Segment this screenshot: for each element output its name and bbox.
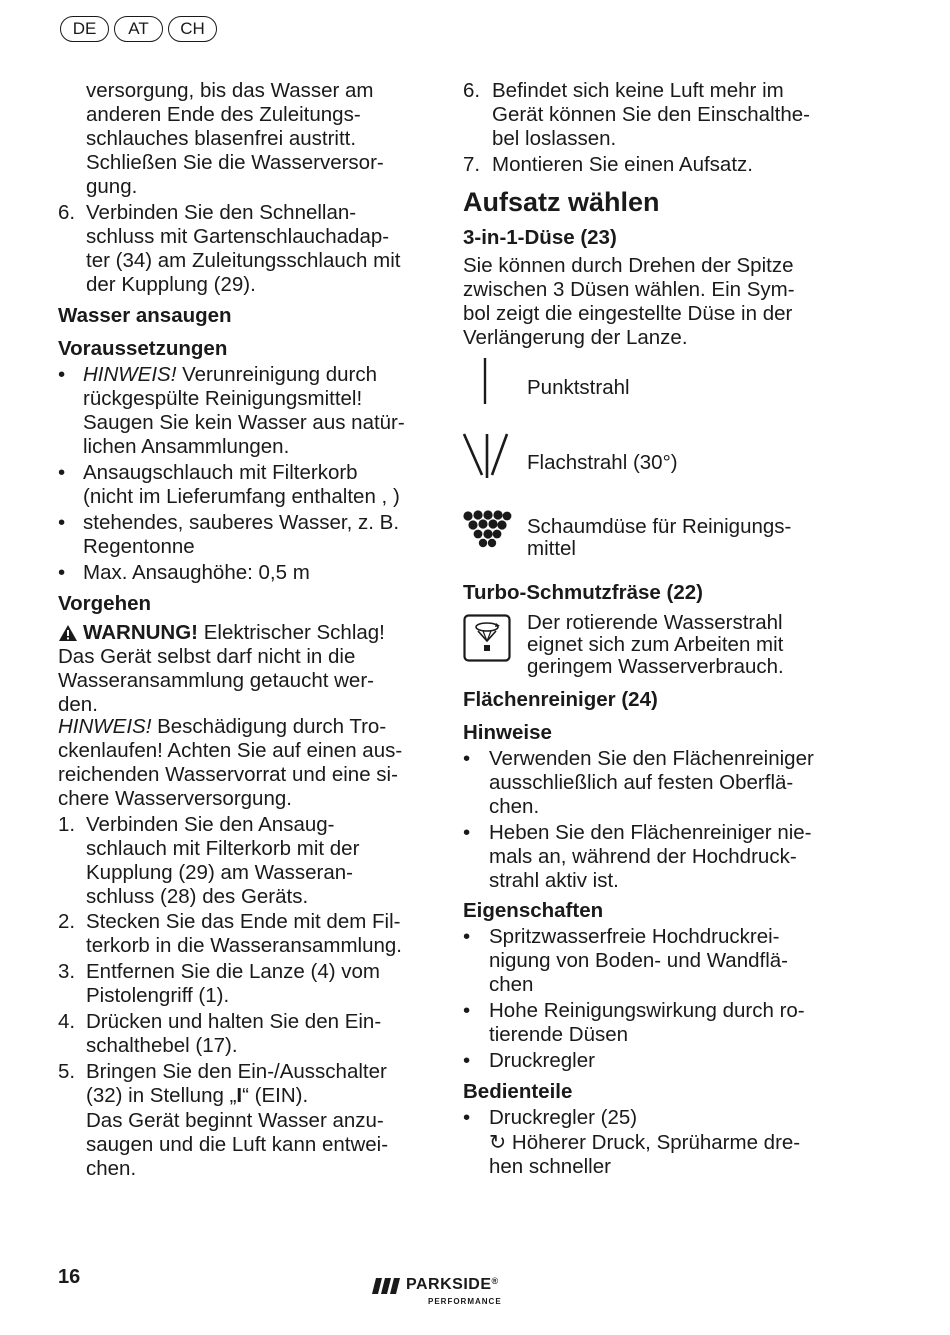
text-line: stehendes, sauberes Wasser, z. B. (83, 511, 400, 534)
country-badge-de: DE (60, 16, 109, 42)
step-number: 6. (58, 201, 76, 224)
text-line: versorgung, bis das Wasser am (86, 79, 374, 102)
text-line: gung. (86, 175, 138, 198)
text-line: chen (489, 973, 534, 996)
text-line: Schaumdüse für Reinigungs- (527, 515, 792, 538)
bullet-dot: • (58, 363, 66, 386)
section-heading: Flächenreiniger (24) (463, 688, 658, 711)
point-jet-icon (478, 356, 492, 411)
text-line: der Kupplung (29). (86, 273, 256, 296)
text-line: Verbinden Sie den Schnellan- (86, 201, 357, 224)
section-heading: Turbo-Schmutzfräse (22) (463, 581, 703, 604)
text-line: strahl aktiv ist. (489, 869, 619, 892)
text-line: hen schneller (489, 1155, 611, 1178)
text-line: Wasseransammlung getaucht wer- (58, 669, 374, 692)
bullet-dot: • (58, 511, 66, 534)
text-line: Das Gerät beginnt Wasser anzu- (86, 1109, 384, 1132)
bullet-dot: • (463, 1106, 471, 1129)
text-line: Pistolengriff (1). (86, 984, 230, 1007)
text-line: ausschließlich auf festen Oberflä- (489, 771, 794, 794)
text-line: chen. (489, 795, 540, 818)
country-badge-at: AT (114, 16, 163, 42)
text-line: Gerät können Sie den Einschalthe- (492, 103, 810, 126)
text-line: den. (58, 693, 98, 716)
text-line: rückgespülte Reinigungsmittel! (83, 387, 363, 410)
warning-triangle-icon (58, 624, 78, 647)
step-number: 3. (58, 960, 76, 983)
logo-stripes-icon (372, 1278, 402, 1294)
text-line: Spritzwasserfreie Hochdruckrei- (489, 925, 780, 948)
text-line: Punktstrahl (527, 376, 630, 399)
bullet-dot: • (463, 821, 471, 844)
text-line: mals an, während der Hochdruck- (489, 845, 797, 868)
text-line: schalthebel (17). (86, 1034, 238, 1057)
text-line: anderen Ende des Zuleitungs- (86, 103, 361, 126)
hinweis-label: HINWEIS! (58, 715, 152, 738)
text-line: HINWEIS! Verunreinigung durch (83, 363, 377, 386)
text-line: Bringen Sie den Ein-/Ausschalter (86, 1060, 387, 1083)
bullet-dot: • (463, 925, 471, 948)
text-line: nigung von Boden- und Wandflä- (489, 949, 788, 972)
step-number: 2. (58, 910, 76, 933)
section-heading: Hinweise (463, 721, 552, 744)
text-line: Befindet sich keine Luft mehr im (492, 79, 784, 102)
text-line: Max. Ansaughöhe: 0,5 m (83, 561, 310, 584)
text-line: mittel (527, 537, 576, 560)
text-line: (32) in Stellung „I“ (EIN). (86, 1084, 309, 1107)
text-line: terkorb in die Wasseransammlung. (86, 934, 402, 957)
text-line: Saugen Sie kein Wasser aus natür- (83, 411, 405, 434)
step-number: 4. (58, 1010, 76, 1033)
text-line: HINWEIS! Beschädigung durch Tro- (58, 715, 387, 738)
section-heading: Bedienteile (463, 1080, 573, 1103)
rotate-clockwise-icon: ↻ (489, 1131, 507, 1154)
text-line: Druckregler (489, 1049, 595, 1072)
text-line: Ansaugschlauch mit Filterkorb (83, 461, 358, 484)
text-line: ckenlaufen! Achten Sie auf einen aus- (58, 739, 403, 762)
text-line: lichen Ansammlungen. (83, 435, 290, 458)
parkside-logo (372, 1275, 522, 1309)
text-line: zwischen 3 Düsen wählen. Ein Sym- (463, 278, 795, 301)
text-line: Regentonne (83, 535, 195, 558)
text-line: WARNUNG! Elektrischer Schlag! (83, 621, 385, 644)
step-number: 7. (463, 153, 481, 176)
text-line: ter (34) am Zuleitungsschlauch mit (86, 249, 401, 272)
text-line: Montieren Sie einen Aufsatz. (492, 153, 753, 176)
text-line: Hohe Reinigungswirkung durch ro- (489, 999, 805, 1022)
text-line: schlauch mit Filterkorb mit der (86, 837, 360, 860)
section-heading: Wasser ansaugen (58, 304, 232, 327)
flat-jet-icon (462, 430, 512, 485)
hinweis-label: HINWEIS! (83, 363, 177, 386)
country-badge-ch: CH (168, 16, 217, 42)
text-line: chen. (86, 1157, 137, 1180)
text-line: Druckregler (25) (489, 1106, 638, 1129)
step-number: 5. (58, 1060, 76, 1083)
text-line: Heben Sie den Flächenreiniger nie- (489, 821, 812, 844)
text-line: Entfernen Sie die Lanze (4) vom (86, 960, 380, 983)
text-line: chere Wasserversorgung. (58, 787, 292, 810)
text-line: Verlängerung der Lanze. (463, 326, 688, 349)
text-line: schlauches blasenfrei austritt. (86, 127, 357, 150)
section-heading: 3-in-1-Düse (23) (463, 226, 617, 249)
brand-name: PARKSIDE® (406, 1276, 499, 1293)
text-line: eignet sich zum Arbeiten mit (527, 633, 784, 656)
text-line: (nicht im Lieferumfang enthalten , ) (83, 485, 400, 508)
section-title: Aufsatz wählen (463, 187, 660, 217)
section-heading: Voraussetzungen (58, 337, 228, 360)
text-line: Stecken Sie das Ende mit dem Fil- (86, 910, 401, 933)
text-line: bel loslassen. (492, 127, 617, 150)
text-line: bol zeigt die eingestellte Düse in der (463, 302, 793, 325)
bullet-dot: • (463, 999, 471, 1022)
bullet-dot: • (463, 747, 471, 770)
page-number: 16 (58, 1266, 81, 1288)
text-line: reichenden Wasservorrat und eine si- (58, 763, 398, 786)
text-line: Verbinden Sie den Ansaug- (86, 813, 335, 836)
text-line: saugen und die Luft kann entwei- (86, 1133, 389, 1156)
foam-nozzle-icon (462, 510, 512, 557)
text-line: geringem Wasserverbrauch. (527, 655, 784, 678)
section-heading: Vorgehen (58, 592, 152, 615)
text-line: Sie können durch Drehen der Spitze (463, 254, 794, 277)
sub-brand: PERFORMANCE (428, 1297, 502, 1306)
text-line: Verwenden Sie den Flächenreiniger (489, 747, 814, 770)
step-number: 1. (58, 813, 76, 836)
text-line: Flachstrahl (30°) (527, 451, 678, 474)
text-line: Kupplung (29) am Wasseran- (86, 861, 354, 884)
text-line: Der rotierende Wasserstrahl (527, 611, 783, 634)
text-line: Schließen Sie die Wasserversor- (86, 151, 384, 174)
text-line: schluss (28) des Geräts. (86, 885, 309, 908)
turbo-nozzle-icon (463, 614, 511, 667)
text-line: tierende Düsen (489, 1023, 629, 1046)
text-line: Drücken und halten Sie den Ein- (86, 1010, 382, 1033)
warning-label: WARNUNG! (83, 621, 199, 644)
section-heading: Eigenschaften (463, 899, 604, 922)
text-line: Das Gerät selbst darf nicht in die (58, 645, 356, 668)
step-number: 6. (463, 79, 481, 102)
text-line: ↻ Höherer Druck, Sprüharme dre- (489, 1131, 801, 1154)
bullet-dot: • (463, 1049, 471, 1072)
bullet-dot: • (58, 461, 66, 484)
bullet-dot: • (58, 561, 66, 584)
text-line: schluss mit Gartenschlauchadap- (86, 225, 390, 248)
